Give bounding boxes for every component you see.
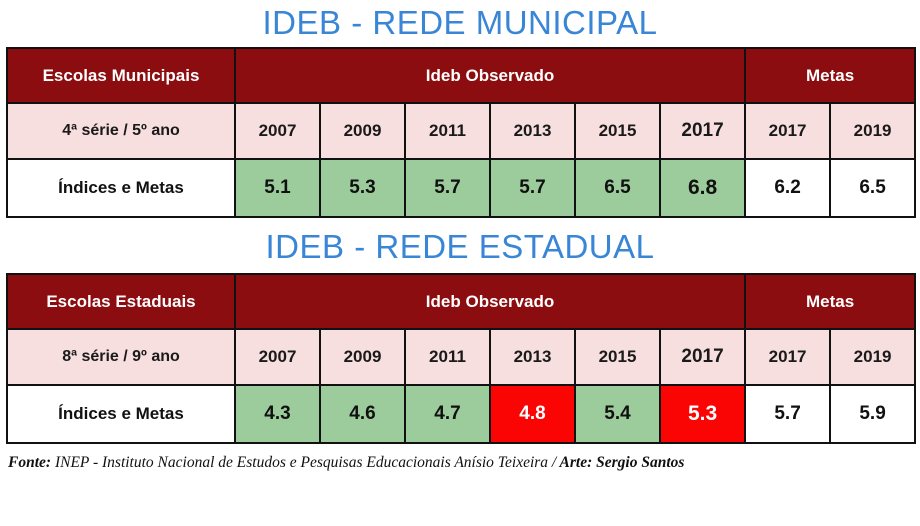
header-network-label: Escolas Estaduais [7, 274, 235, 329]
observed-value: 4.7 [405, 385, 490, 443]
observed-value: 5.7 [405, 159, 490, 217]
observed-value: 4.6 [320, 385, 405, 443]
header-goals-label: Metas [745, 48, 915, 103]
observed-year: 2013 [490, 329, 575, 385]
observed-value: 5.4 [575, 385, 660, 443]
observed-value-alert-highlight: 5.3 [660, 385, 745, 443]
observed-value-alert: 4.8 [490, 385, 575, 443]
ideb-table-estadual [6, 273, 916, 444]
header-goals-label: Metas [745, 274, 915, 329]
observed-year: 2011 [405, 103, 490, 159]
observed-year: 2007 [235, 329, 320, 385]
observed-value: 6.5 [575, 159, 660, 217]
ideb-table-municipal [6, 47, 916, 218]
page-title-estadual: IDEB - REDE ESTADUAL [265, 228, 655, 265]
observed-year: 2009 [320, 329, 405, 385]
observed-year: 2011 [405, 329, 490, 385]
goal-value: 5.7 [745, 385, 830, 443]
values-row-label: Índices e Metas [7, 385, 235, 443]
observed-year-highlight: 2017 [660, 329, 745, 385]
table-header-row [7, 274, 915, 329]
goal-year: 2017 [745, 103, 830, 159]
header-observed-label: Ideb Observado [235, 274, 745, 329]
goal-year: 2019 [830, 103, 915, 159]
observed-value: 4.3 [235, 385, 320, 443]
observed-year: 2015 [575, 329, 660, 385]
footer-source [0, 444, 920, 472]
observed-year: 2013 [490, 103, 575, 159]
table-years-row [7, 329, 915, 385]
footer-credit-text: Arte: Sergio Santos [559, 454, 685, 471]
observed-value: 5.3 [320, 159, 405, 217]
table-header-row [7, 48, 915, 103]
observed-value: 5.7 [490, 159, 575, 217]
observed-year: 2015 [575, 103, 660, 159]
grade-label: 4ª série / 5º ano [7, 103, 235, 159]
goal-value: 5.9 [830, 385, 915, 443]
table-values-row [7, 159, 915, 217]
observed-year-highlight: 2017 [660, 103, 745, 159]
observed-year: 2007 [235, 103, 320, 159]
observed-value-highlight: 6.8 [660, 159, 745, 217]
footer-source-label: Fonte: [8, 454, 52, 471]
goal-value: 6.5 [830, 159, 915, 217]
observed-value: 5.1 [235, 159, 320, 217]
page-title-municipal: IDEB - REDE MUNICIPAL [262, 4, 658, 41]
goal-year: 2017 [745, 329, 830, 385]
values-row-label: Índices e Metas [7, 159, 235, 217]
table-values-row [7, 385, 915, 443]
grade-label: 8ª série / 9º ano [7, 329, 235, 385]
observed-year: 2009 [320, 103, 405, 159]
goal-year: 2019 [830, 329, 915, 385]
header-network-label: Escolas Municipais [7, 48, 235, 103]
header-observed-label: Ideb Observado [235, 48, 745, 103]
goal-value: 6.2 [745, 159, 830, 217]
table-years-row [7, 103, 915, 159]
footer-source-text: INEP - Instituto Nacional de Estudos e Pesquisas Educacionais Anísio Teixeira / [54, 454, 557, 471]
